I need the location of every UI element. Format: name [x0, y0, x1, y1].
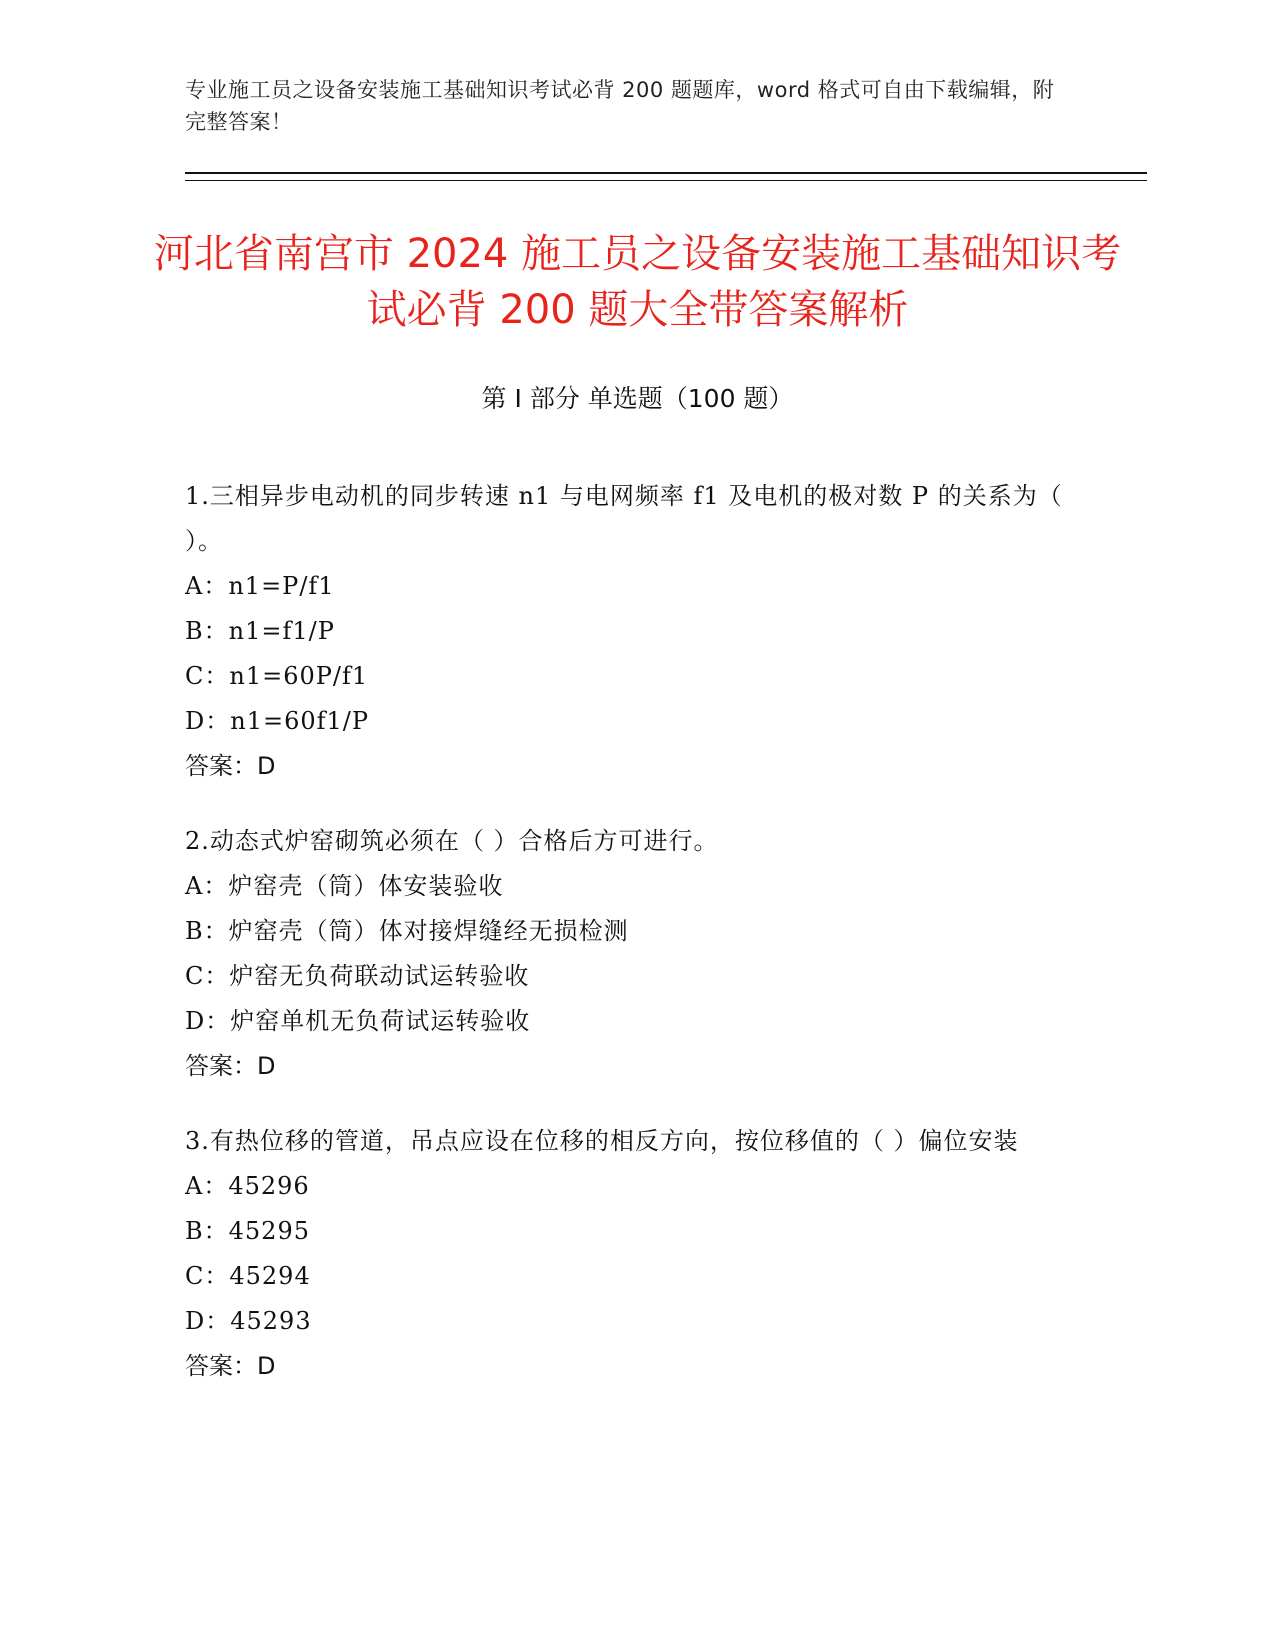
option-key: B：: [185, 917, 229, 945]
option-d: [185, 999, 1065, 1044]
option-d: [185, 699, 1065, 744]
option-key: B：: [185, 1217, 229, 1245]
option-key: D：: [185, 707, 231, 735]
option-text: 炉窑壳（筒）体对接焊缝经无损检测: [228, 917, 629, 945]
option-key: B：: [185, 617, 229, 645]
option-text: 炉窑壳（筒）体安装验收: [228, 872, 504, 900]
answer-line: 答案：D: [185, 1352, 276, 1380]
option-text: 45293: [230, 1307, 312, 1335]
option-text: 炉窑单机无负荷试运转验收: [230, 1007, 531, 1035]
question-stem: 1.三相异步电动机的同步转速 n1 与电网频率 f1 及电机的极对数 P 的关系为（ ）。: [185, 482, 1063, 555]
option-key: A：: [185, 1172, 229, 1200]
option-text: n1=P/f1: [228, 572, 335, 600]
option-a: [185, 564, 1065, 609]
option-text: n1=f1/P: [228, 617, 335, 645]
header-rule-thick: [185, 172, 1147, 174]
option-a: [185, 1164, 1065, 1209]
question-list: [185, 474, 1065, 1419]
section-heading: 第 I 部分 单选题（100 题）: [481, 384, 794, 413]
option-text: 45294: [229, 1262, 311, 1290]
option-text: n1=60f1/P: [230, 707, 370, 735]
question-2: [185, 819, 1065, 1089]
question-3: [185, 1119, 1065, 1389]
option-b: [185, 909, 1065, 954]
option-a: [185, 864, 1065, 909]
option-text: 炉窑无负荷联动试运转验收: [229, 962, 530, 990]
option-b: [185, 609, 1065, 654]
document-title: 河北省南宫市 2024 施工员之设备安装施工基础知识考试必背 200 题大全带答案解析: [153, 231, 1122, 333]
option-text: 45296: [228, 1172, 310, 1200]
option-d: [185, 1299, 1065, 1344]
header-rule-thin: [185, 180, 1147, 181]
option-key: D：: [185, 1307, 231, 1335]
header-note: 专业施工员之设备安装施工基础知识考试必背 200 题题库，word 格式可自由下载编辑，附完整答案！: [185, 78, 1055, 134]
option-key: C：: [185, 1262, 230, 1290]
answer-line: 答案：D: [185, 1052, 276, 1080]
option-b: [185, 1209, 1065, 1254]
option-key: D：: [185, 1007, 231, 1035]
option-text: 45295: [228, 1217, 310, 1245]
question-stem: 3.有热位移的管道，吊点应设在位移的相反方向，按位移值的（ ）偏位安装: [185, 1127, 1019, 1155]
question-1: [185, 474, 1065, 789]
option-key: A：: [185, 572, 229, 600]
option-key: A：: [185, 872, 229, 900]
option-c: [185, 654, 1065, 699]
option-c: [185, 1254, 1065, 1299]
option-text: n1=60P/f1: [229, 662, 369, 690]
option-key: C：: [185, 962, 230, 990]
question-stem: 2.动态式炉窑砌筑必须在（ ）合格后方可进行。: [185, 827, 719, 855]
answer-line: 答案：D: [185, 752, 276, 780]
option-c: [185, 954, 1065, 999]
option-key: C：: [185, 662, 230, 690]
